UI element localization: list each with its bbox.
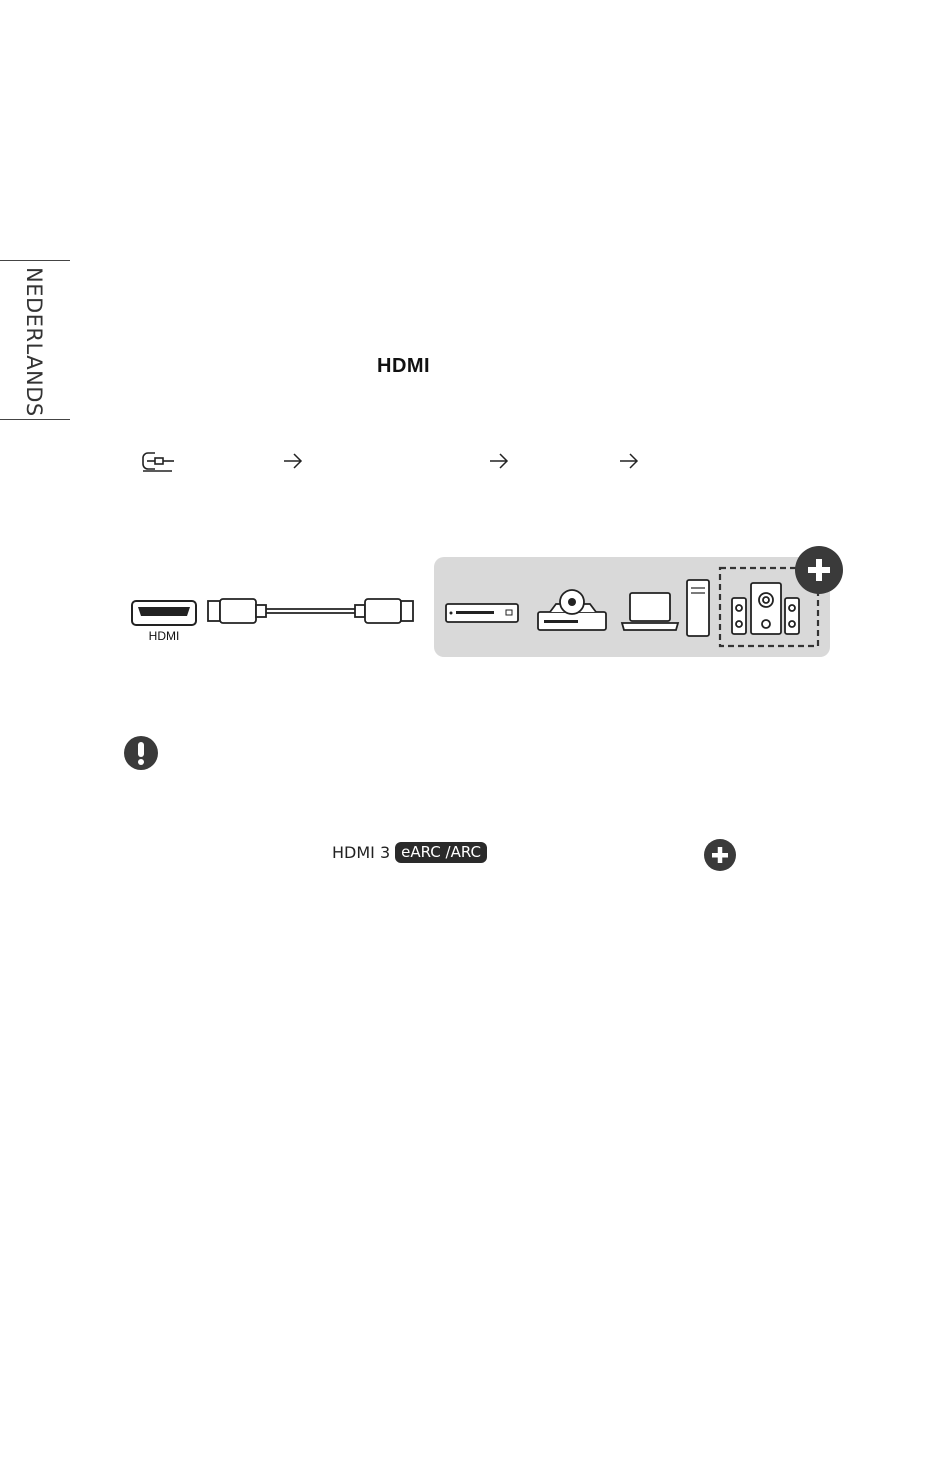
input-port-icon (141, 449, 177, 475)
section-heading: HDMI (377, 355, 431, 377)
language-tab (0, 260, 70, 420)
plus-circle-icon (795, 546, 843, 594)
language-label: NEDERLANDS (22, 267, 46, 417)
caution-icon (123, 735, 159, 771)
connection-diagram (120, 540, 860, 670)
set-top-box-icon (446, 604, 518, 622)
earc-badge: eARC /ARC (395, 842, 487, 863)
arrow-right-icon (282, 451, 304, 471)
plus-circle-icon (703, 838, 737, 872)
port-reference (332, 842, 487, 863)
pc-tower-icon (687, 580, 709, 636)
port-name: HDMI 3 (332, 843, 391, 862)
laptop-icon (622, 593, 678, 630)
hdmi-cable-icon (208, 599, 413, 623)
arrow-right-icon (618, 451, 640, 471)
port-label: HDMI (148, 629, 180, 643)
arrow-right-icon (488, 451, 510, 471)
hdmi-port-icon (132, 601, 196, 625)
